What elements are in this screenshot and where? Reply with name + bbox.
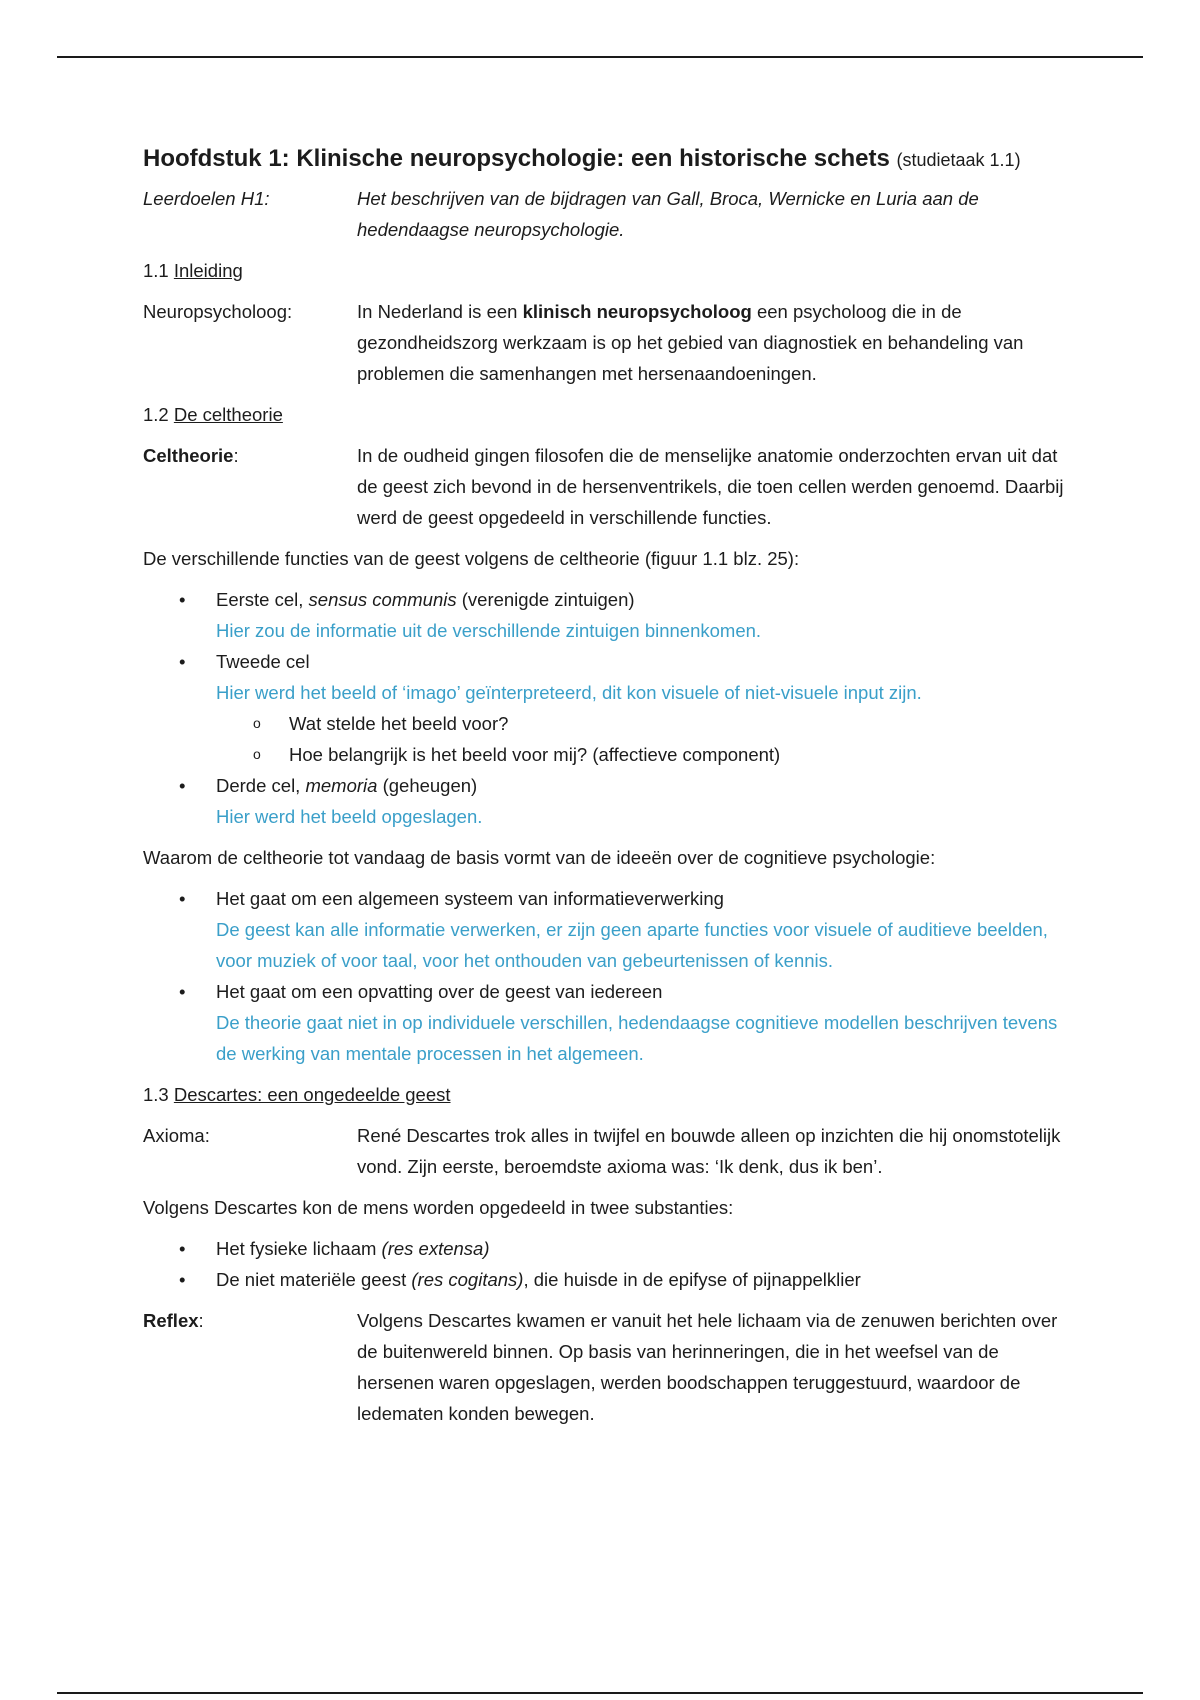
section-title: Inleiding bbox=[173, 260, 243, 281]
list-item bbox=[143, 976, 1073, 1069]
list-item-text: Eerste cel, bbox=[216, 589, 309, 610]
list-item bbox=[143, 646, 1073, 770]
section-heading-1-1 bbox=[143, 255, 1073, 286]
list-item-italic: sensus communis bbox=[308, 589, 457, 610]
cellen-list bbox=[143, 584, 1073, 832]
celtheorie-definition: In de oudheid gingen filosofen die de menselijke anatomie onderzochten ervan uit dat de geest zich bevond in de hersenventrikels, die toen cellen werden genoemd. Daarbij werd de geest opgedeeld in verschillende functies. bbox=[357, 445, 1064, 528]
list-item bbox=[143, 1233, 1073, 1264]
waarom-list bbox=[143, 883, 1073, 1069]
waarom-intro: Waarom de celtheorie tot vandaag de basis vormt van de ideeën over de cognitieve psychologie: bbox=[143, 847, 936, 868]
list-item bbox=[143, 584, 1073, 646]
functies-intro: De verschillende functies van de geest volgens de celtheorie (figuur 1.1 blz. 25): bbox=[143, 548, 800, 569]
section-title: Descartes: een ongedeelde geest bbox=[173, 1084, 451, 1105]
leerdoelen-row bbox=[143, 183, 1073, 245]
page-bottom-rule bbox=[57, 1692, 1143, 1694]
list-item-text: (verenigde zintuigen) bbox=[456, 589, 635, 610]
chapter-heading bbox=[143, 140, 1073, 179]
leerdoelen-text: Het beschrijven van de bijdragen van Gall, Broca, Wernicke en Luria aan de hedendaagse neuropsychologie. bbox=[357, 188, 979, 240]
list-item-note: De theorie gaat niet in op individuele verschillen, hedendaagse cognitieve modellen beschrijven tevens de werking van mentale processen in het algemeen. bbox=[216, 1012, 1058, 1064]
section-title: De celtheorie bbox=[173, 404, 283, 425]
reflex-row bbox=[143, 1305, 1073, 1429]
label-colon: : bbox=[233, 445, 239, 466]
list-item-text: , die huisde in de epifyse of pijnappelklier bbox=[523, 1269, 861, 1290]
list-item-text: Het fysieke lichaam bbox=[216, 1238, 382, 1259]
list-item-note: Hier zou de informatie uit de verschillende zintuigen binnenkomen. bbox=[216, 620, 762, 641]
axioma-row bbox=[143, 1120, 1073, 1182]
list-item-text: Het gaat om een opvatting over de geest van iedereen bbox=[216, 981, 663, 1002]
reflex-label bbox=[143, 1305, 357, 1429]
axioma-label: Axioma: bbox=[143, 1125, 210, 1146]
celtheorie-row bbox=[143, 440, 1073, 533]
list-item-text: Derde cel, bbox=[216, 775, 306, 796]
chapter-title: Hoofdstuk 1: Klinische neuropsychologie: een historische schets bbox=[143, 145, 890, 172]
list-item-note: De geest kan alle informatie verwerken, er zijn geen aparte functies voor visuele of auditieve beelden, voor muziek of voor taal, voor het onthouden van gebeurtenissen of kennis. bbox=[216, 919, 1048, 971]
list-item-text: Het gaat om een algemeen systeem van informatieverwerking bbox=[216, 888, 724, 909]
sub-list-item: o Wat stelde het beeld voor? bbox=[216, 708, 1073, 739]
list-item-italic: (res cogitans) bbox=[411, 1269, 524, 1290]
leerdoelen-label: Leerdoelen H1: bbox=[143, 188, 270, 209]
reflex-label-text: Reflex bbox=[143, 1310, 199, 1331]
celtheorie-label-text: Celtheorie bbox=[143, 445, 234, 466]
sub-list-item: o Hoe belangrijk is het beeld voor mij? (affectieve component) bbox=[216, 739, 1073, 770]
definition-text: In Nederland is een bbox=[357, 301, 523, 322]
reflex-definition: Volgens Descartes kwamen er vanuit het hele lichaam via de zenuwen berichten over de buitenwereld binnen. Op basis van herinneringen, die in het weefsel van de hersenen waren opgeslagen, werden boodschappen teruggestuurd, waardoor de ledematen konden bewegen. bbox=[357, 1310, 1058, 1424]
celtheorie-label bbox=[143, 440, 357, 533]
label-colon: : bbox=[198, 1310, 204, 1331]
list-item bbox=[143, 1264, 1073, 1295]
list-item-italic: (res extensa) bbox=[381, 1238, 490, 1259]
section-number: 1.3 bbox=[143, 1084, 169, 1105]
definition-bold-term: klinisch neuropsycholoog bbox=[522, 301, 752, 322]
section-heading-1-3 bbox=[143, 1079, 1073, 1110]
neuropsycholoog-row bbox=[143, 296, 1073, 389]
list-item bbox=[143, 883, 1073, 976]
section-number: 1.2 bbox=[143, 404, 169, 425]
list-item-note: Hier werd het beeld of ‘imago’ geïnterpreteerd, dit kon visuele of niet-visuele input zijn. bbox=[216, 682, 922, 703]
list-item-italic: memoria bbox=[305, 775, 378, 796]
substanties-intro: Volgens Descartes kon de mens worden opgedeeld in twee substanties: bbox=[143, 1197, 734, 1218]
list-item-text: (geheugen) bbox=[377, 775, 478, 796]
page-top-rule bbox=[57, 56, 1143, 58]
section-heading-1-2 bbox=[143, 399, 1073, 430]
definition-text: een psycholoog die in de gezondheidszorg werkzaam is op het gebied van diagnostiek en behandeling van problemen die samenhangen met hersenaandoeningen. bbox=[357, 301, 1024, 384]
substanties-list bbox=[143, 1233, 1073, 1295]
sub-list bbox=[216, 708, 1073, 770]
list-item bbox=[143, 770, 1073, 832]
neuropsycholoog-label: Neuropsycholoog: bbox=[143, 301, 293, 322]
chapter-subtitle: (studietaak 1.1) bbox=[896, 150, 1021, 170]
list-item-text: Tweede cel bbox=[216, 651, 310, 672]
axioma-definition: René Descartes trok alles in twijfel en bouwde alleen op inzichten die hij onomstotelijk vond. Zijn eerste, beroemdste axioma was: ‘Ik denk, dus ik ben’. bbox=[357, 1125, 1061, 1177]
list-item-text: De niet materiële geest bbox=[216, 1269, 412, 1290]
section-number: 1.1 bbox=[143, 260, 169, 281]
neuropsycholoog-definition bbox=[357, 296, 1073, 389]
document-page bbox=[143, 140, 1073, 1439]
list-item-note: Hier werd het beeld opgeslagen. bbox=[216, 806, 483, 827]
